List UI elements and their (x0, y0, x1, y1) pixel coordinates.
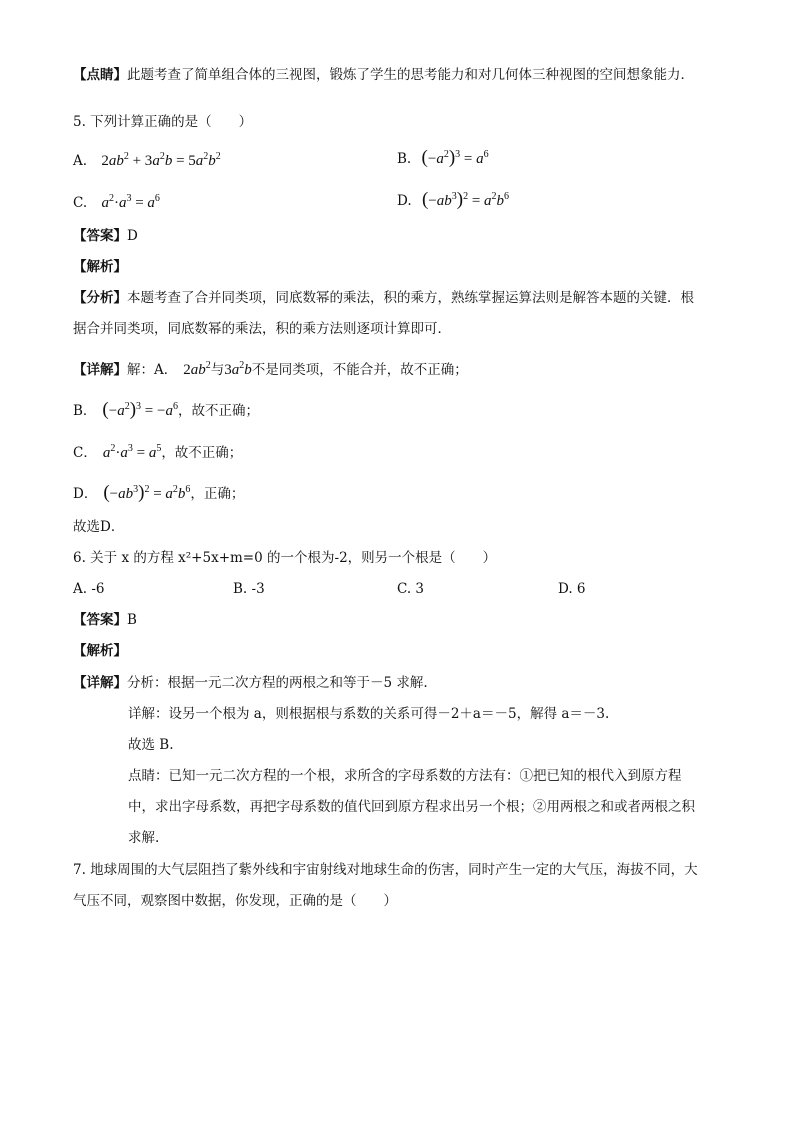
q5-detail-b-tail: ，故不正确； (177, 403, 259, 419)
q6-option-c: C. 3 (397, 581, 425, 597)
q7-stem-line2: 气压不同，观察图中数据，你发现，正确的是（ ） (73, 893, 397, 909)
q5-detail-c (73, 439, 242, 463)
q5-jiexi (73, 257, 127, 277)
q6-option-d: D. 6 (558, 581, 586, 597)
q5-detail-a-term2: $3a^2b$ (224, 360, 252, 378)
q5-option-c-expr: $a^2\cdot a^3 = a^6$ (101, 193, 160, 211)
q6-answer-line (73, 610, 137, 630)
q5-analysis-text1: 本题考查了合并同类项，同底数幂的乘法，积的乘方，熟练掌握运算法则是解答本题的关键．根 (127, 290, 694, 306)
q5-option-b-expr: $(-a^2)^3 = a^6$ (421, 147, 489, 168)
q5-answer: D (127, 228, 138, 244)
q5-detail-prefix: 解：A． (127, 362, 178, 378)
q5-conclusion: 故选D． (73, 519, 125, 535)
q5-option-d-expr: $(-ab^3)^2 = a^2b^6$ (421, 189, 510, 210)
q5-option-a-label: A. (73, 153, 88, 169)
q5-detail-c-label: C． (73, 445, 97, 461)
tag-jiexi: 【解析】 (73, 643, 127, 659)
q6-detail-text1: 分析：根据一元二次方程的两根之和等于－5 求解. (127, 675, 428, 691)
q5-detail-a (73, 356, 468, 380)
q5-option-d (397, 187, 509, 211)
q5-stem: 5. 下列计算正确的是（ ） (73, 114, 253, 130)
q5-detail-b-label: B． (73, 403, 97, 419)
tag-answer: 【答案】 (73, 612, 127, 628)
tag-fenxi: 【分析】 (73, 290, 127, 306)
tag-xiangjie: 【详解】 (73, 362, 127, 378)
q5-detail-c-tail: ，故不正确； (161, 445, 243, 461)
q6-detail-line1 (73, 673, 428, 693)
q6-detail-line4: 点睛：已知一元二次方程的一个根，求所含的字母系数的方法有：①把已知的根代入到原方程 (128, 768, 682, 784)
dianjing-line (73, 65, 694, 85)
q6-detail-line2: 详解：设另一个根为 a，则根据根与系数的关系可得－2＋a＝－5，解得 a＝－3. (128, 706, 610, 722)
q5-detail-b-expr: $(-a^2)^3 = -a^6$ (102, 399, 178, 420)
q6-detail-line6: 求解. (128, 830, 160, 846)
q6-option-a: A. -6 (73, 581, 105, 597)
q5-detail-d (73, 480, 244, 504)
q5-analysis-line1 (73, 288, 694, 308)
q5-detail-c-expr: $a^2\cdot a^3 = a^5$ (102, 443, 162, 461)
q5-option-c (73, 189, 160, 213)
q6-stem: 6. 关于 x 的方程 x²+5x+m=0 的一个根为-2，则另一个根是（ ） (73, 550, 497, 566)
q5-option-d-label: D. (397, 193, 412, 209)
q5-detail-a-mid: 与 (210, 362, 225, 378)
q5-option-a-expr: $2ab^2 + 3a^2b = 5a^2b^2$ (101, 151, 221, 169)
tag-answer: 【答案】 (73, 228, 127, 244)
q5-option-a (73, 147, 221, 171)
tag-xiangjie: 【详解】 (73, 675, 127, 691)
q6-detail-line5: 中，求出字母系数，再把字母系数的值代回到原方程求出另一个根；②用两根之和或者两根之积 (128, 799, 695, 815)
tag-dianjing: 【点睛】 (73, 67, 127, 83)
q5-detail-a-tail: 不是同类项，不能合并，故不正确； (251, 362, 468, 378)
q5-option-c-label: C. (73, 195, 88, 211)
q5-detail-b (73, 397, 259, 421)
q6-option-b: B. -3 (233, 581, 265, 597)
q6-detail-line3: 故选 B. (128, 737, 174, 753)
q5-detail-d-tail: ，正确； (190, 486, 245, 502)
q7-stem-line1: 7. 地球周围的大气层阻挡了紫外线和宇宙射线对地球生命的伤害，同时产生一定的大气压，海拔不同，大 (73, 862, 698, 878)
q6-answer: B (127, 612, 137, 628)
q5-answer-line (73, 226, 138, 246)
dianjing-text: 此题考查了简单组合体的三视图，锻炼了学生的思考能力和对几何体三种视图的空间想象能力． (127, 67, 694, 83)
q5-detail-d-expr: $(-ab^3)^2 = a^2b^6$ (103, 482, 191, 503)
q5-option-b (397, 145, 489, 169)
tag-jiexi: 【解析】 (73, 259, 127, 275)
q5-analysis-line2: 据合并同类项，同底数幂的乘法，积的乘方法则逐项计算即可． (73, 321, 451, 337)
q5-option-b-label: B. (397, 151, 412, 167)
q5-detail-a-term1: $2ab^2$ (183, 360, 211, 378)
q5-detail-d-label: D． (73, 486, 98, 502)
q6-jiexi (73, 641, 127, 661)
